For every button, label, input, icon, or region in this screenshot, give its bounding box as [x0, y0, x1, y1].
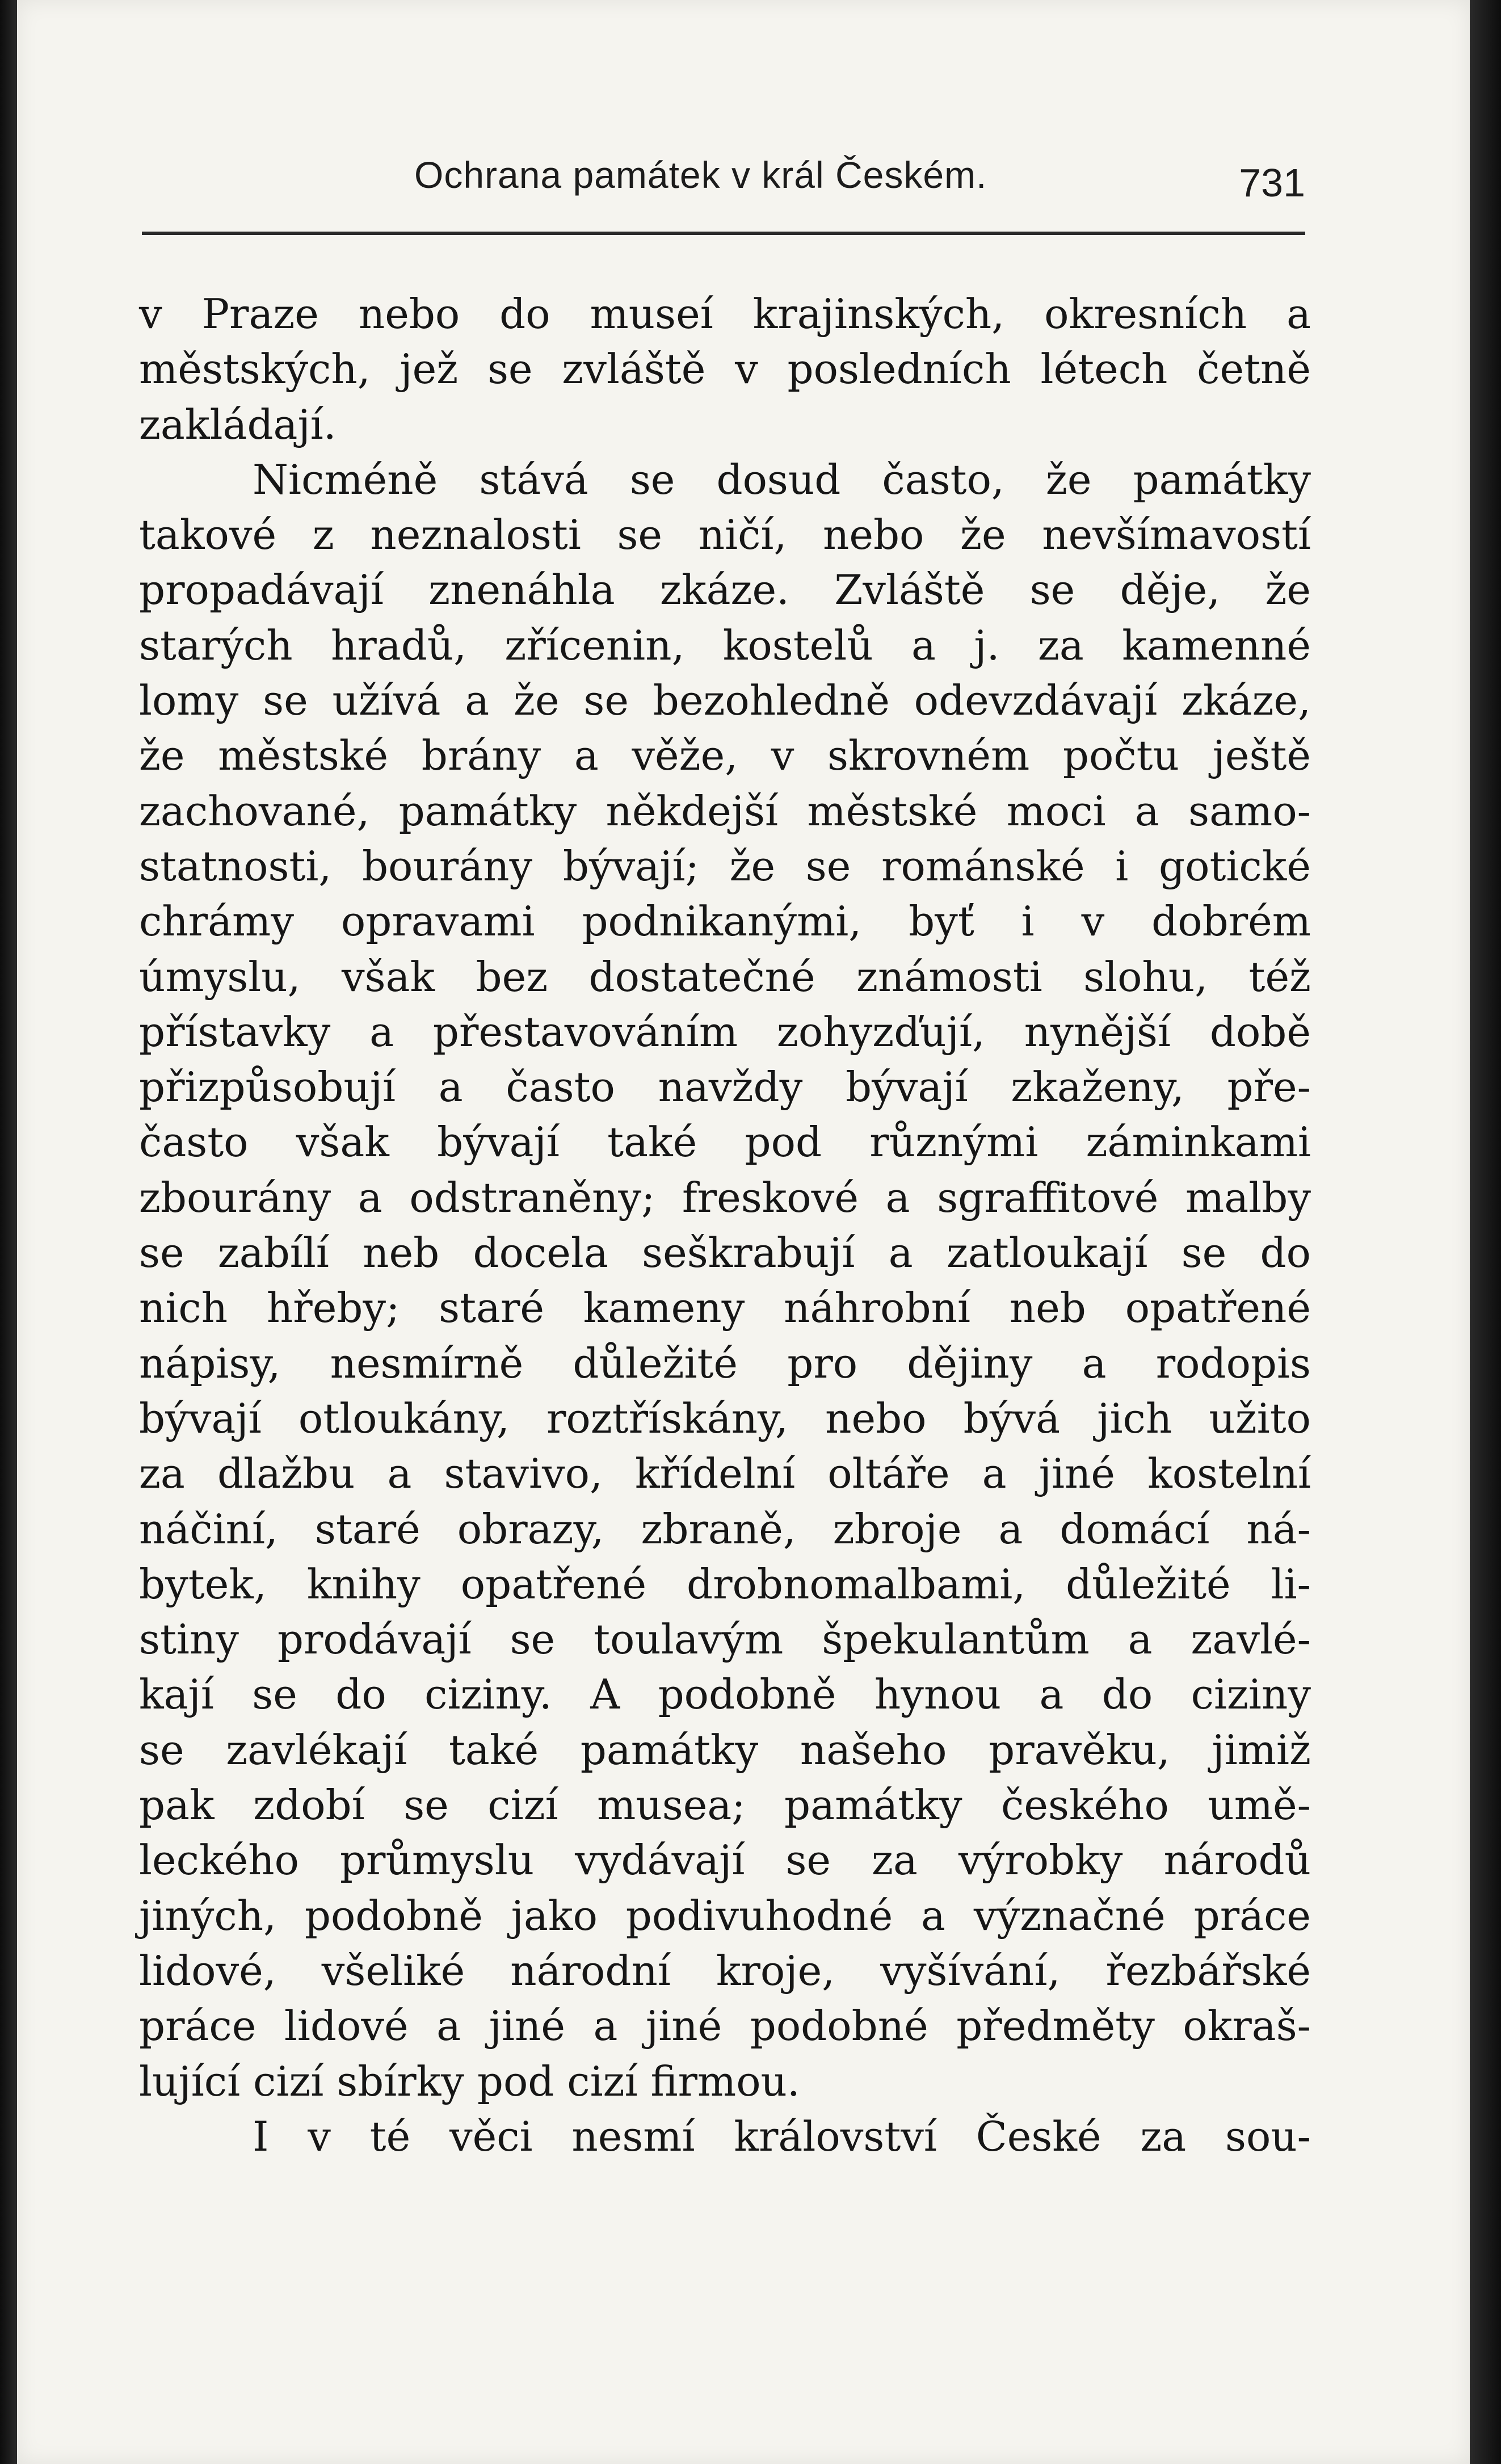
text-line: stiny prodávají se toulavým špekulantům a zavlé- [139, 1615, 1311, 1664]
text-line: přizpůsobují a často navždy bývají zkaženy, pře- [139, 1063, 1311, 1111]
text-line: chrámy opravami podnikanými, byť i v dobrém [139, 897, 1311, 946]
text-line: statnosti, bourány bývají; že se románské i gotické [139, 842, 1311, 890]
text-line: práce lidové a jiné a jiné podobné předměty okraš- [139, 2002, 1311, 2050]
text-line: za dlažbu a stavivo, křídelní oltáře a jiné kostelní [139, 1450, 1311, 1498]
text-line: často však bývají také pod různými záminkami [139, 1118, 1311, 1166]
text-line: že městské brány a věže, v skrovném počtu ještě [139, 732, 1311, 780]
text-line: zbourány a odstraněny; freskové a sgraffitové malby [139, 1173, 1311, 1221]
text-line: jiných, podobně jako podivuhodné a význačné práce [139, 1891, 1311, 1940]
text-line: pak zdobí se cizí musea; památky českého umě- [139, 1781, 1311, 1829]
scan-left-edge [0, 0, 17, 2464]
text-line: Nicméně stává se dosud často, že památky [253, 455, 1311, 503]
text-line: se zavlékají také památky našeho pravěku, jimiž [139, 1726, 1311, 1774]
text-line: takové z neznalosti se ničí, nebo že nevšímavostí [139, 511, 1311, 559]
text-line: městských, jež se zvláště v posledních létech četně [139, 345, 1311, 393]
text-line: nich hřeby; staré kameny náhrobní neb opatřené [139, 1284, 1311, 1332]
text-line: zachované, památky někdejší městské moci a samo- [139, 787, 1311, 835]
text-line: starých hradů, zřícenin, kostelů a j. za kamenné [139, 621, 1311, 669]
body-text [139, 287, 1311, 2164]
text-line: kají se do ciziny. A podobně hynou a do ciziny [139, 1670, 1311, 1719]
text-line: nápisy, nesmírně důležité pro dějiny a rodopis [139, 1339, 1311, 1387]
page-header [142, 153, 1305, 216]
running-title: Ochrana památek v král Českém. [414, 154, 987, 196]
text-line: v Praze nebo do museí krajinských, okresních a [139, 290, 1311, 338]
text-line: lující cizí sbírky pod cizí firmou. [139, 2057, 800, 2105]
header-rule [142, 232, 1305, 235]
text-line: leckého průmyslu vydávají se za výrobky národů [139, 1836, 1311, 1884]
text-line: I v té věci nesmí království České za sou- [253, 2112, 1311, 2160]
text-line: lidové, všeliké národní kroje, vyšívání, řezbářské [139, 1946, 1311, 1995]
text-line: bývají otloukány, roztřískány, nebo bývá jich užito [139, 1394, 1311, 1442]
text-line: náčiní, staré obrazy, zbraně, zbroje a domácí ná- [139, 1505, 1311, 1553]
text-line: přístavky a přestavováním zohyzďují, nynější době [139, 1008, 1311, 1056]
scan-right-edge [1470, 0, 1501, 2464]
text-line: se zabílí neb docela seškrabují a zatloukají se do [139, 1229, 1311, 1277]
text-line: propadávají znenáhla zkáze. Zvláště se děje, že [139, 566, 1311, 614]
text-line: bytek, knihy opatřené drobnomalbami, důležité li- [139, 1560, 1311, 1608]
page-number: 731 [1239, 161, 1305, 205]
text-line: zakládají. [139, 400, 337, 448]
text-line: úmyslu, však bez dostatečné známosti slohu, též [139, 952, 1311, 1001]
text-line: lomy se užívá a že se bezohledně odevzdávají zkáze, [139, 677, 1311, 725]
